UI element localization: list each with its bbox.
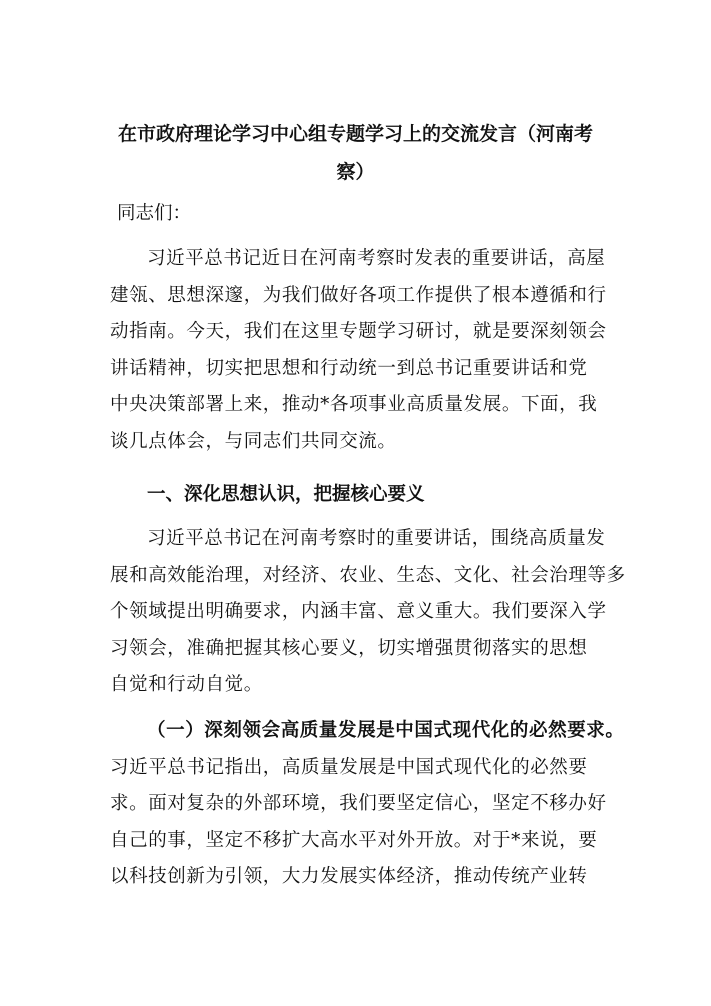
subheading-1 (110, 713, 625, 750)
paragraph-line: 动指南。今天，我们在这里专题学习研讨，就是要深刻领会 (110, 321, 607, 342)
subheading-text: （一）深刻领会高质量发展是中国式现代化的必然要求。 (147, 720, 625, 741)
title-line-1: 在市政府理论学习中心组专题学习上的交流发言（河南考 (117, 123, 593, 145)
paragraph-line: 谈几点体会，与同志们共同交流。 (110, 430, 397, 452)
paragraph-2 (110, 521, 626, 704)
paragraph-line: 讲话精神，切实把思想和行动统一到总书记重要讲话和党 (110, 357, 588, 379)
paragraph-line: 习领会，准确把握其核心要义，切实增强贯彻落实的思想 (110, 637, 588, 659)
paragraph-line: 展和高效能治理，对经济、农业、生态、文化、社会治理等多 (110, 564, 626, 586)
paragraph-3 (110, 713, 625, 896)
paragraph-1 (110, 241, 610, 460)
paragraph-line: 以科技创新为引领，大力发展实体经济，推动传统产业转 (110, 866, 588, 887)
paragraph-line: 习近平总书记近日在河南考察时发表的重要讲话，高屋 (147, 248, 606, 269)
paragraph-line: 中央决策部署上来，推动*各项事业高质量发展。下面，我 (110, 394, 598, 415)
paragraph-line: 求。面对复杂的外部环境，我们要坚定信心，坚定不移办好 (110, 793, 607, 814)
paragraph-line: 个领域提出明确要求，内涵丰富、意义重大。我们要深入学 (110, 601, 607, 622)
paragraph-line: 建瓴、思想深邃，为我们做好各项工作提供了根本遵循和行 (110, 284, 607, 306)
paragraph-line: 习近平总书记指出，高质量发展是中国式现代化的必然要 (110, 756, 588, 778)
salutation: 同志们： (117, 203, 192, 224)
title-line-2: 察） (336, 161, 375, 183)
paragraph-line: 自觉和行动自觉。 (110, 674, 263, 695)
section-heading-1: 一、深化思想认识，把握核心要义 (147, 484, 425, 505)
paragraph-line: 自己的事，坚定不移扩大高水平对外开放。对于*来说，要 (110, 829, 598, 851)
paragraph-line: 习近平总书记在河南考察时的重要讲话，围绕高质量发 (147, 528, 606, 549)
document-title (102, 115, 609, 191)
